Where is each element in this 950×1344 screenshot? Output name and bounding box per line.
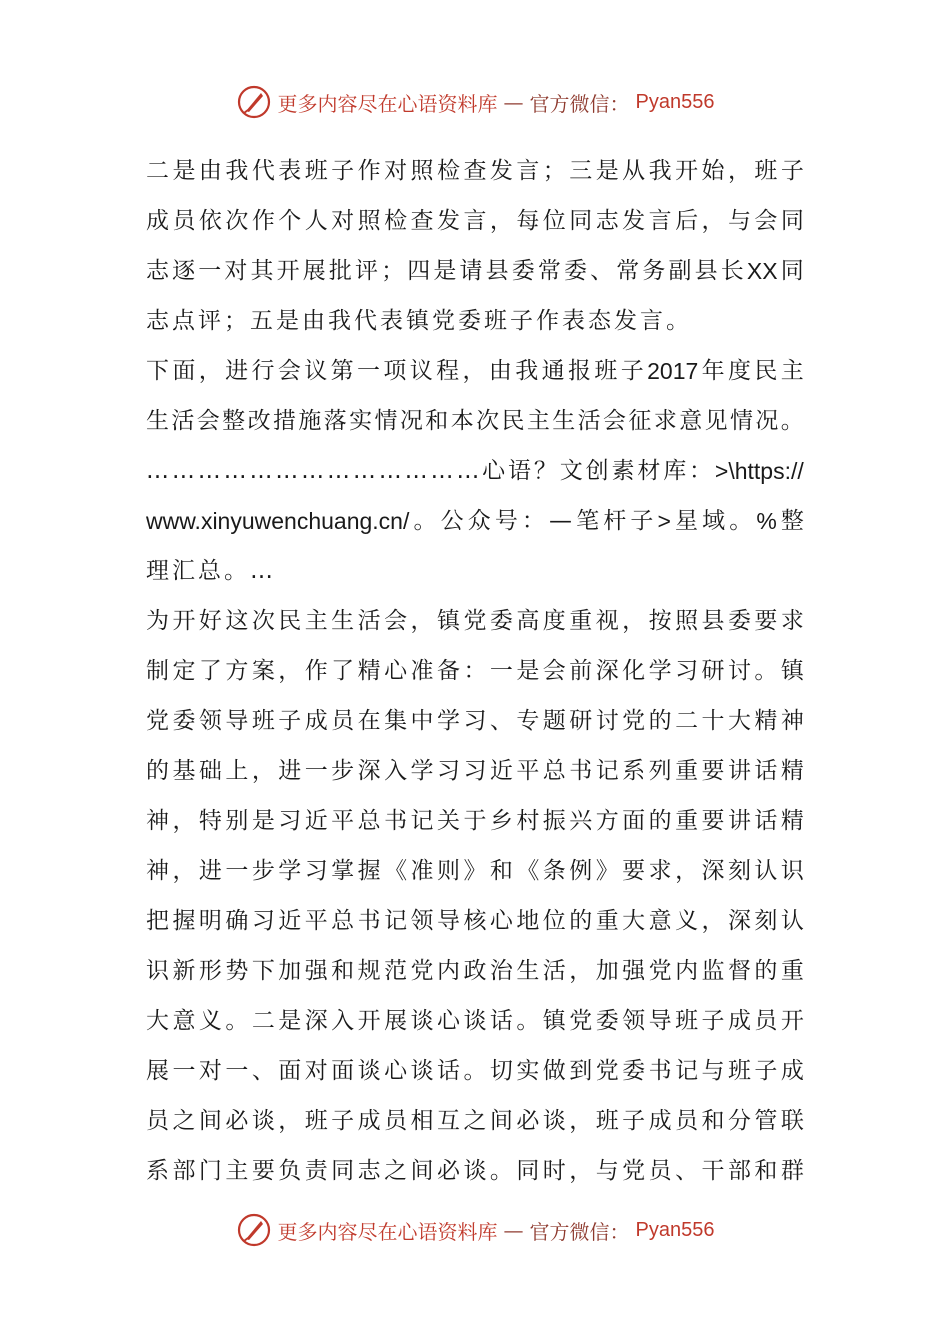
document-line: 志 逐 一 对 其 开 展 批 评 ； 四 是 请 县 委 常 委 、 常 务 副 县 长 XX 同 — [146, 258, 804, 284]
document-line: 下 面 ， 进 行 会 议 第 一 项 议 程 ， 由 我 通 报 班 子 2017 年 度 民 主 — [146, 358, 804, 384]
document-line: 神 ， 特 别 是 习 近 平 总 书 记 关 于 乡 村 振 兴 方 面 的 重 要 讲 话 精 — [146, 808, 804, 834]
watermark-wechat-label: 官方微信： — [529, 91, 630, 116]
footer-watermark — [0, 1210, 950, 1250]
document-line: 员 之 间 必 谈 ， 班 子 成 员 相 互 之 间 必 谈 ， 班 子 成 员 和 分 管 联 — [146, 1108, 804, 1134]
document-line: 把 握 明 确 习 近 平 总 书 记 领 导 核 心 地 位 的 重 大 意 义 ， 深 刻 认 — [146, 908, 804, 934]
document-line: 制 定 了 方 案 ， 作 了 精 心 准 备 ： 一 是 会 前 深 化 学 习 研 讨 。 镇 — [146, 658, 804, 684]
watermark-brand: 更多内容尽在心语资料库 — [277, 91, 498, 116]
document-line: 神 ， 进 一 步 学 习 掌 握 《 准 则 》 和 《 条 例 》 要 求 ， 深 刻 认 识 — [146, 858, 804, 884]
document-line: … … … … … … … … … … … … … 心 语 ？ 文 创 素 材 库 ： >\https:// — [146, 458, 804, 484]
document-line: 理汇总。… — [146, 558, 276, 584]
document-line: 二 是 由 我 代 表 班 子 作 对 照 检 查 发 言 ； 三 是 从 我 开 始 ， 班 子 — [146, 158, 804, 184]
document-line: 系 部 门 主 要 负 责 同 志 之 间 必 谈 。 同 时 ， 与 党 员 、 干 部 和 群 — [146, 1158, 804, 1184]
document-line: 党 委 领 导 班 子 成 员 在 集 中 学 习 、 专 题 研 讨 党 的 二 十 大 精 神 — [146, 708, 804, 734]
document-line: 为 开 好 这 次 民 主 生 活 会 ， 镇 党 委 高 度 重 视 ， 按 照 县 委 要 求 — [146, 608, 804, 634]
watermark-separator: — — [503, 90, 524, 114]
watermark-wechat-id: Pyan556 — [635, 1218, 715, 1241]
document-line: 成 员 依 次 作 个 人 对 照 检 查 发 言 ， 每 位 同 志 发 言 后 ， 与 会 同 — [146, 208, 804, 234]
header-watermark — [0, 82, 950, 122]
document-line: 的 基 础 上 ， 进 一 步 深 入 学 习 习 近 平 总 书 记 系 列 重 要 讲 话 精 — [146, 758, 804, 784]
document-line: 志点评；五是由我代表镇党委班子作表态发言。 — [146, 308, 692, 334]
watermark-brand: 更多内容尽在心语资料库 — [277, 1219, 498, 1244]
document-body — [146, 146, 804, 1196]
document-line: 展 一 对 一 、 面 对 面 谈 心 谈 话 。 切 实 做 到 党 委 书 记 与 班 子 成 — [146, 1058, 804, 1084]
watermark-separator: — — [503, 1218, 524, 1242]
quill-logo-icon — [236, 84, 272, 120]
document-line: 生 活 会 整 改 措 施 落 实 情 况 和 本 次 民 主 生 活 会 征 求 意 见 情 况 。 — [146, 408, 804, 434]
document-line: 识 新 形 势 下 加 强 和 规 范 党 内 政 治 生 活 ， 加 强 党 内 监 督 的 重 — [146, 958, 804, 984]
watermark-wechat-id: Pyan556 — [635, 90, 715, 113]
document-line: www.xinyuwenchuang.cn/ 。 公 众 号 ： — 笔 杆 子 > 星 域 。 % 整 — [146, 508, 804, 534]
watermark-wechat-label: 官方微信： — [529, 1219, 630, 1244]
document-line: 大 意 义 。 二 是 深 入 开 展 谈 心 谈 话 。 镇 党 委 领 导 班 子 成 员 开 — [146, 1008, 804, 1034]
quill-logo-icon — [236, 1212, 272, 1248]
